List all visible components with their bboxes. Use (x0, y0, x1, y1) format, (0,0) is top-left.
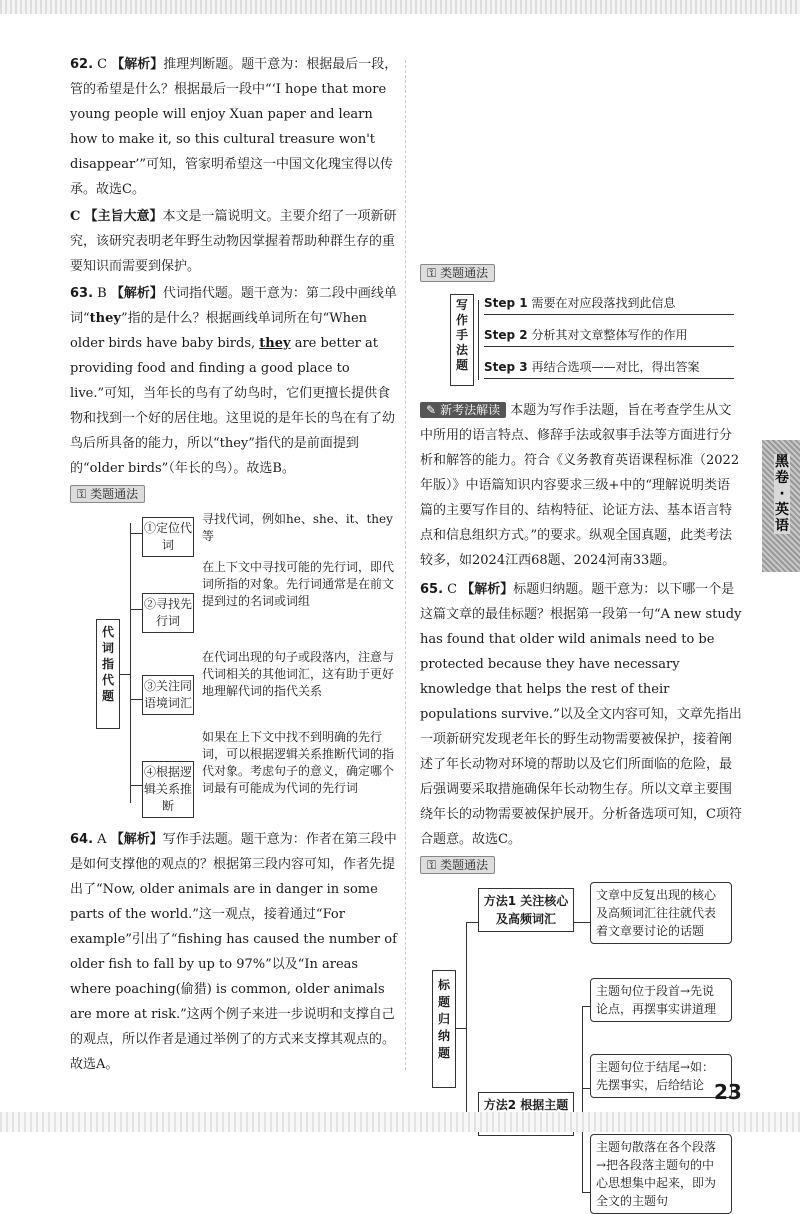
page-number: 23 (714, 1080, 742, 1104)
key-icon: ⚿ (427, 266, 437, 280)
pronoun-desc-3: 在代词出现的句子或段落内，注意与代词相关的其他词汇，这有助于更好地理解代词的指代关系 (202, 650, 395, 698)
q65-tag: 【解析】 (461, 582, 514, 597)
title-box-1: 文章中反复出现的核心及高频词汇往往就代表着文章要讨论的话题 (590, 882, 732, 944)
connector (130, 609, 142, 610)
key-icon: ⚿ (77, 487, 87, 501)
q64-block (70, 827, 400, 1077)
q63-number: 63. (70, 286, 94, 301)
step-3: Step 3 再结合选项——对比，得出答案 (484, 356, 734, 379)
connector (582, 1006, 583, 1192)
column-separator (405, 60, 406, 1070)
connector (478, 300, 479, 380)
title-box-4: 主题句散落在各个段落→把各段落主题句的中心思想集中起来，即为全文的主题句 (590, 1134, 732, 1214)
scan-noise-bottom (0, 1112, 800, 1132)
step-2: Step 2 分析其对文章整体写作的作用 (484, 324, 734, 347)
pronoun-root: 代词指代题 (96, 619, 120, 729)
connector (130, 785, 142, 786)
main-idea-block (70, 204, 400, 279)
right-column-top (420, 52, 742, 252)
pronoun-node-3: ③关注同语境词汇 (142, 675, 194, 715)
connector (574, 922, 590, 923)
side-tab: 黑卷·英语 (762, 440, 800, 572)
pronoun-node-4: ④根据逻辑关系推断 (142, 761, 194, 818)
right-column (420, 260, 742, 1212)
q63-bold-word: they (89, 311, 121, 326)
new-exam-block (420, 398, 742, 573)
q64-number: 64. (70, 832, 94, 847)
connector (130, 533, 142, 534)
tips-tag-2: ⚿ 类题通法 (420, 264, 495, 282)
q65-block (420, 577, 742, 852)
main-idea-text: 本文是一篇说明文。主要介绍了一项新研究，该研究表明老年野生动物因掌握着帮助种群生存的重要知识而需要到保护。 (70, 209, 397, 274)
left-column (70, 52, 400, 1077)
tips-tag-1: ⚿ 类题通法 (70, 485, 145, 503)
q63-answer: B (97, 286, 107, 301)
title-box-2: 主题句位于段首→先说论点，再摆事实讲道理 (590, 978, 732, 1022)
connector (582, 1192, 590, 1193)
method-1: 方法1 关注核心及高频词汇 (478, 888, 574, 932)
connector (456, 1028, 466, 1029)
title-root: 标题归纳题 (432, 970, 456, 1088)
method-2: 方法2 根据主题 (478, 1092, 574, 1136)
q63-text-c: are better at providing food and finding a good place to live.”可知，当年长的鸟有了幼鸟时，它们更擅长提供食物和找到一个好的居住地。这里说的是年长的鸟在有了幼鸟后所具备的能力，所以“they”指代的是前面提到的“older birds”（年长的鸟）。故选B。 (70, 336, 396, 476)
connector (130, 699, 142, 700)
q65-answer: C (447, 582, 458, 597)
pen-icon: ✎ (426, 403, 437, 417)
q63-underline-word: they (259, 336, 291, 351)
q64-tag: 【解析】 (110, 832, 163, 847)
q63-text-b: ”指的是什么？根据画线单词所在句“When older birds have baby birds, (70, 311, 368, 351)
connector (466, 922, 467, 1128)
connector (130, 523, 131, 803)
pronoun-node-2: ②寻找先行词 (142, 593, 194, 633)
connector (582, 1088, 590, 1089)
q63-block (70, 281, 400, 481)
pronoun-desc-2: 在上下文中寻找可能的先行词，即代词所指的对象。先行词通常是在前文提到过的名词或词组 (202, 560, 395, 608)
main-idea-answer: C (70, 209, 81, 224)
connector (466, 922, 478, 923)
title-box-3: 主题句位于结尾→如：先摆事实，后给结论 (590, 1054, 732, 1098)
q62-tag: 【解析】 (111, 57, 164, 72)
q62-answer: C (97, 57, 108, 72)
tips-tag-3: ⚿ 类题通法 (420, 856, 495, 874)
q62-block (70, 52, 400, 202)
pronoun-desc-1: 寻找代词，例如he、she、it、they等 (202, 512, 393, 543)
q63-text-a: 代词指代题。题干意为：第二段中画线单词“ (70, 286, 397, 326)
connector (120, 674, 130, 675)
q62-number: 62. (70, 57, 94, 72)
steps-diagram (420, 290, 742, 390)
main-idea-tag: 【主旨大意】 (84, 209, 163, 224)
q62-text: 推理判断题。题干意为：根据最后一段，管的希望是什么？根据最后一段中“‘I hope that more young people will enjoy Xuan paper and learn how to make it, so this cultural treasure won't disappear’”可知，管家明希望这一中国文化瑰宝得以传承。故选C。 (70, 57, 398, 197)
key-icon: ⚿ (427, 858, 437, 872)
pronoun-desc-4: 如果在上下文中找不到明确的先行词，可以根据逻辑关系推断代词的指代对象。考虑句子的意义，确定哪个词最有可能成为代词的先行词 (202, 730, 395, 795)
q63-tag: 【解析】 (110, 286, 163, 301)
title-diagram (420, 882, 742, 1212)
scan-noise-top (0, 0, 800, 14)
new-exam-text: 本题为写作手法题，旨在考查学生从文中所用的语言特点、修辞手法或叙事手法等方面进行分析和解答的能力。符合《义务教育英语课程标准（2022年版）》中语篇知识内容要求三级+中的“理解说明类语篇的主要写作目的、结构特征、论证方法、基本语言特点和信息组织方式。”的要求。纵观全国真题，此类考法较多，如2024江西68题、2024河南33题。 (420, 403, 740, 568)
q65-text: 标题归纳题。题干意为：以下哪一个是这篇文章的最佳标题？根据第一段第一句“A new study has found that older wild animals need to be protected because they have necessary knowledge that helps the rest of their populations survive.”以及全文内容可知，文章先指出一项新研究发现老年长的野生动物需要被保护，接着阐述了年长动物对环境的帮助以及它们所面临的危险，最后强调要采取措施确保年长动物生存。所以文章主要围绕年长的动物需要被保护展开。分析备选项可知，C项符合题意。故选C。 (420, 582, 742, 847)
pronoun-node-1: ①定位代词 (142, 517, 194, 557)
q64-text: 写作手法题。题干意为：作者在第三段中是如何支撑他的观点的？根据第三段内容可知，作者先提出了“Now, older animals are in danger in some parts of the world.”这一观点，接着通过“For example”引出了“fishing has caused the number of older fish to fall by up to 97%”以及“In areas where poaching(偷猎) is common, older animals are more at risk.”这两个例子来进一步说明和支撑自己的观点，所以作者是通过举例了的方式来支撑其观点的。故选A。 (70, 832, 397, 1072)
q64-answer: A (97, 832, 107, 847)
pronoun-diagram (70, 509, 400, 821)
step-1: Step 1 需要在对应段落找到此信息 (484, 292, 734, 315)
steps-root: 写作手法题 (450, 294, 474, 386)
connector (582, 1006, 590, 1007)
new-exam-tag: ✎ 新考法解读 (420, 402, 506, 418)
q65-number: 65. (420, 582, 444, 597)
